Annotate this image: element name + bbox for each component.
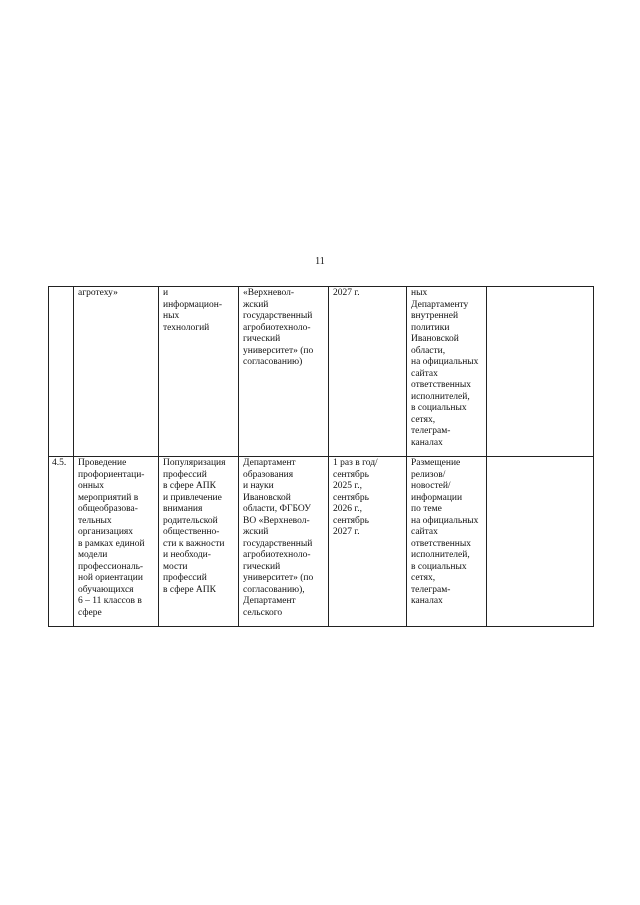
cell-line: исполнителей, xyxy=(411,391,470,402)
cell-line: профессиональ- xyxy=(78,561,144,572)
cell-line: общественно- xyxy=(163,527,220,537)
cell-line: и науки xyxy=(243,481,274,491)
cell-line: Популяризация xyxy=(163,458,226,468)
cell-line: телеграм- xyxy=(411,426,451,436)
cell-line: в сфере АПК xyxy=(163,481,216,491)
cell-line: «Верхневол- xyxy=(243,288,295,298)
cell-line: 6 – 11 классов в xyxy=(78,596,142,606)
cell-line: университет» (по xyxy=(243,573,314,583)
cell-line: на официальных xyxy=(411,515,479,526)
cell-line: 2025 г., xyxy=(333,481,362,491)
cell-line: родительской xyxy=(163,515,218,526)
cell-line: 2026 г., xyxy=(333,504,362,514)
cell-line: исполнителей, xyxy=(411,550,470,560)
cell-line: в социальных xyxy=(411,561,467,572)
cell-extra xyxy=(487,457,594,627)
cell-dates xyxy=(329,287,407,457)
cell-line: онных xyxy=(78,481,105,491)
cell-line: внимания xyxy=(163,504,203,514)
cell-line: информации xyxy=(411,492,463,503)
cell-line: новостей/ xyxy=(411,481,451,491)
cell-line: обучающихся xyxy=(78,584,134,595)
cell-executors xyxy=(239,287,329,457)
cell-line: сайтах xyxy=(411,368,438,379)
cell-line: релизов/ xyxy=(411,469,446,480)
cell-line: жский xyxy=(243,299,269,310)
cell-line: каналах xyxy=(411,437,443,448)
cell-number xyxy=(49,287,74,457)
cell-line: Департаменту xyxy=(411,299,469,310)
table-row xyxy=(49,287,594,457)
cell-line: на официальных xyxy=(411,357,479,367)
cell-result xyxy=(407,457,487,627)
cell-line: сетях, xyxy=(411,573,436,583)
cell-line: профессий xyxy=(163,469,207,480)
cell-line: согласованию) xyxy=(243,357,303,367)
cell-line: образования xyxy=(243,469,294,480)
cell-line: телеграм- xyxy=(411,584,451,595)
cell-line: политики xyxy=(411,322,450,333)
cell-line: ных xyxy=(163,311,180,321)
cell-event xyxy=(74,457,159,627)
page-number: 11 xyxy=(315,256,325,267)
cell-line: информацион- xyxy=(163,299,223,310)
cell-line: агробиотехноло- xyxy=(243,550,311,560)
cell-line: сентябрь xyxy=(333,515,369,526)
cell-line: жский xyxy=(243,527,269,537)
cell-line: тельных xyxy=(78,515,112,526)
cell-goal xyxy=(159,287,239,457)
cell-line: и xyxy=(163,288,169,298)
cell-line: внутренней xyxy=(411,311,459,321)
cell-line: сентябрь xyxy=(333,469,369,480)
cell-line: сентябрь xyxy=(333,492,369,503)
cell-line: и привлечение xyxy=(163,492,222,503)
cell-line: сельского xyxy=(243,607,283,618)
cell-line: агробиотехноло- xyxy=(243,322,311,333)
cell-line: сетях, xyxy=(411,414,436,425)
cell-line: общеобразова- xyxy=(78,504,138,514)
cell-line: по теме xyxy=(411,504,442,514)
cell-line: ответственных xyxy=(411,538,472,549)
cell-line: ной ориентации xyxy=(78,573,143,583)
table-body xyxy=(49,287,594,627)
cell-line: Проведение xyxy=(78,458,127,468)
cell-line: 2027 г. xyxy=(333,288,360,298)
cell-line: в сфере АПК xyxy=(163,584,216,595)
cell-line: в социальных xyxy=(411,403,467,413)
cell-line: мероприятий в xyxy=(78,492,139,503)
cell-line: области, xyxy=(411,345,446,356)
cell-line: технологий xyxy=(163,322,210,333)
activity-table xyxy=(48,286,594,627)
cell-event xyxy=(74,287,159,457)
cell-line: в рамках единой xyxy=(78,538,145,549)
cell-line: и необходи- xyxy=(163,550,211,560)
cell-line: Департамент xyxy=(243,458,296,468)
cell-line: профориентаци- xyxy=(78,469,145,480)
cell-line: Ивановской xyxy=(411,334,459,344)
cell-line: мости xyxy=(163,561,188,572)
cell-dates xyxy=(329,457,407,627)
cell-line: ных xyxy=(411,288,428,298)
cell-executors xyxy=(239,457,329,627)
cell-line: сфере xyxy=(78,607,102,618)
cell-line: 2027 г. xyxy=(333,527,360,537)
cell-goal xyxy=(159,457,239,627)
cell-line: Размещение xyxy=(411,458,461,468)
cell-extra xyxy=(487,287,594,457)
cell-line: государственный xyxy=(243,538,313,549)
cell-line: 1 раз в год/ xyxy=(333,458,378,468)
cell-line: области, ФГБОУ xyxy=(243,504,311,514)
cell-line: ВО «Верхневол- xyxy=(243,515,310,526)
cell-line: Департамент xyxy=(243,596,296,606)
cell-line: университет» (по xyxy=(243,345,314,356)
cell-result xyxy=(407,287,487,457)
cell-line: агротеху» xyxy=(78,288,118,298)
cell-line: организациях xyxy=(78,527,134,537)
cell-line: модели xyxy=(78,550,108,560)
cell-line: гический xyxy=(243,334,281,344)
cell-line: каналах xyxy=(411,596,443,606)
cell-line: государственный xyxy=(243,311,313,321)
cell-line: Ивановской xyxy=(243,492,291,503)
cell-line: гический xyxy=(243,561,281,572)
cell-line: ответственных xyxy=(411,380,472,390)
table-row xyxy=(49,457,594,627)
cell-number: 4.5. xyxy=(49,457,74,627)
cell-line: сайтах xyxy=(411,527,438,537)
cell-line: сти к важности xyxy=(163,538,225,549)
cell-line: профессий xyxy=(163,573,207,583)
cell-line: согласованию), xyxy=(243,584,305,595)
